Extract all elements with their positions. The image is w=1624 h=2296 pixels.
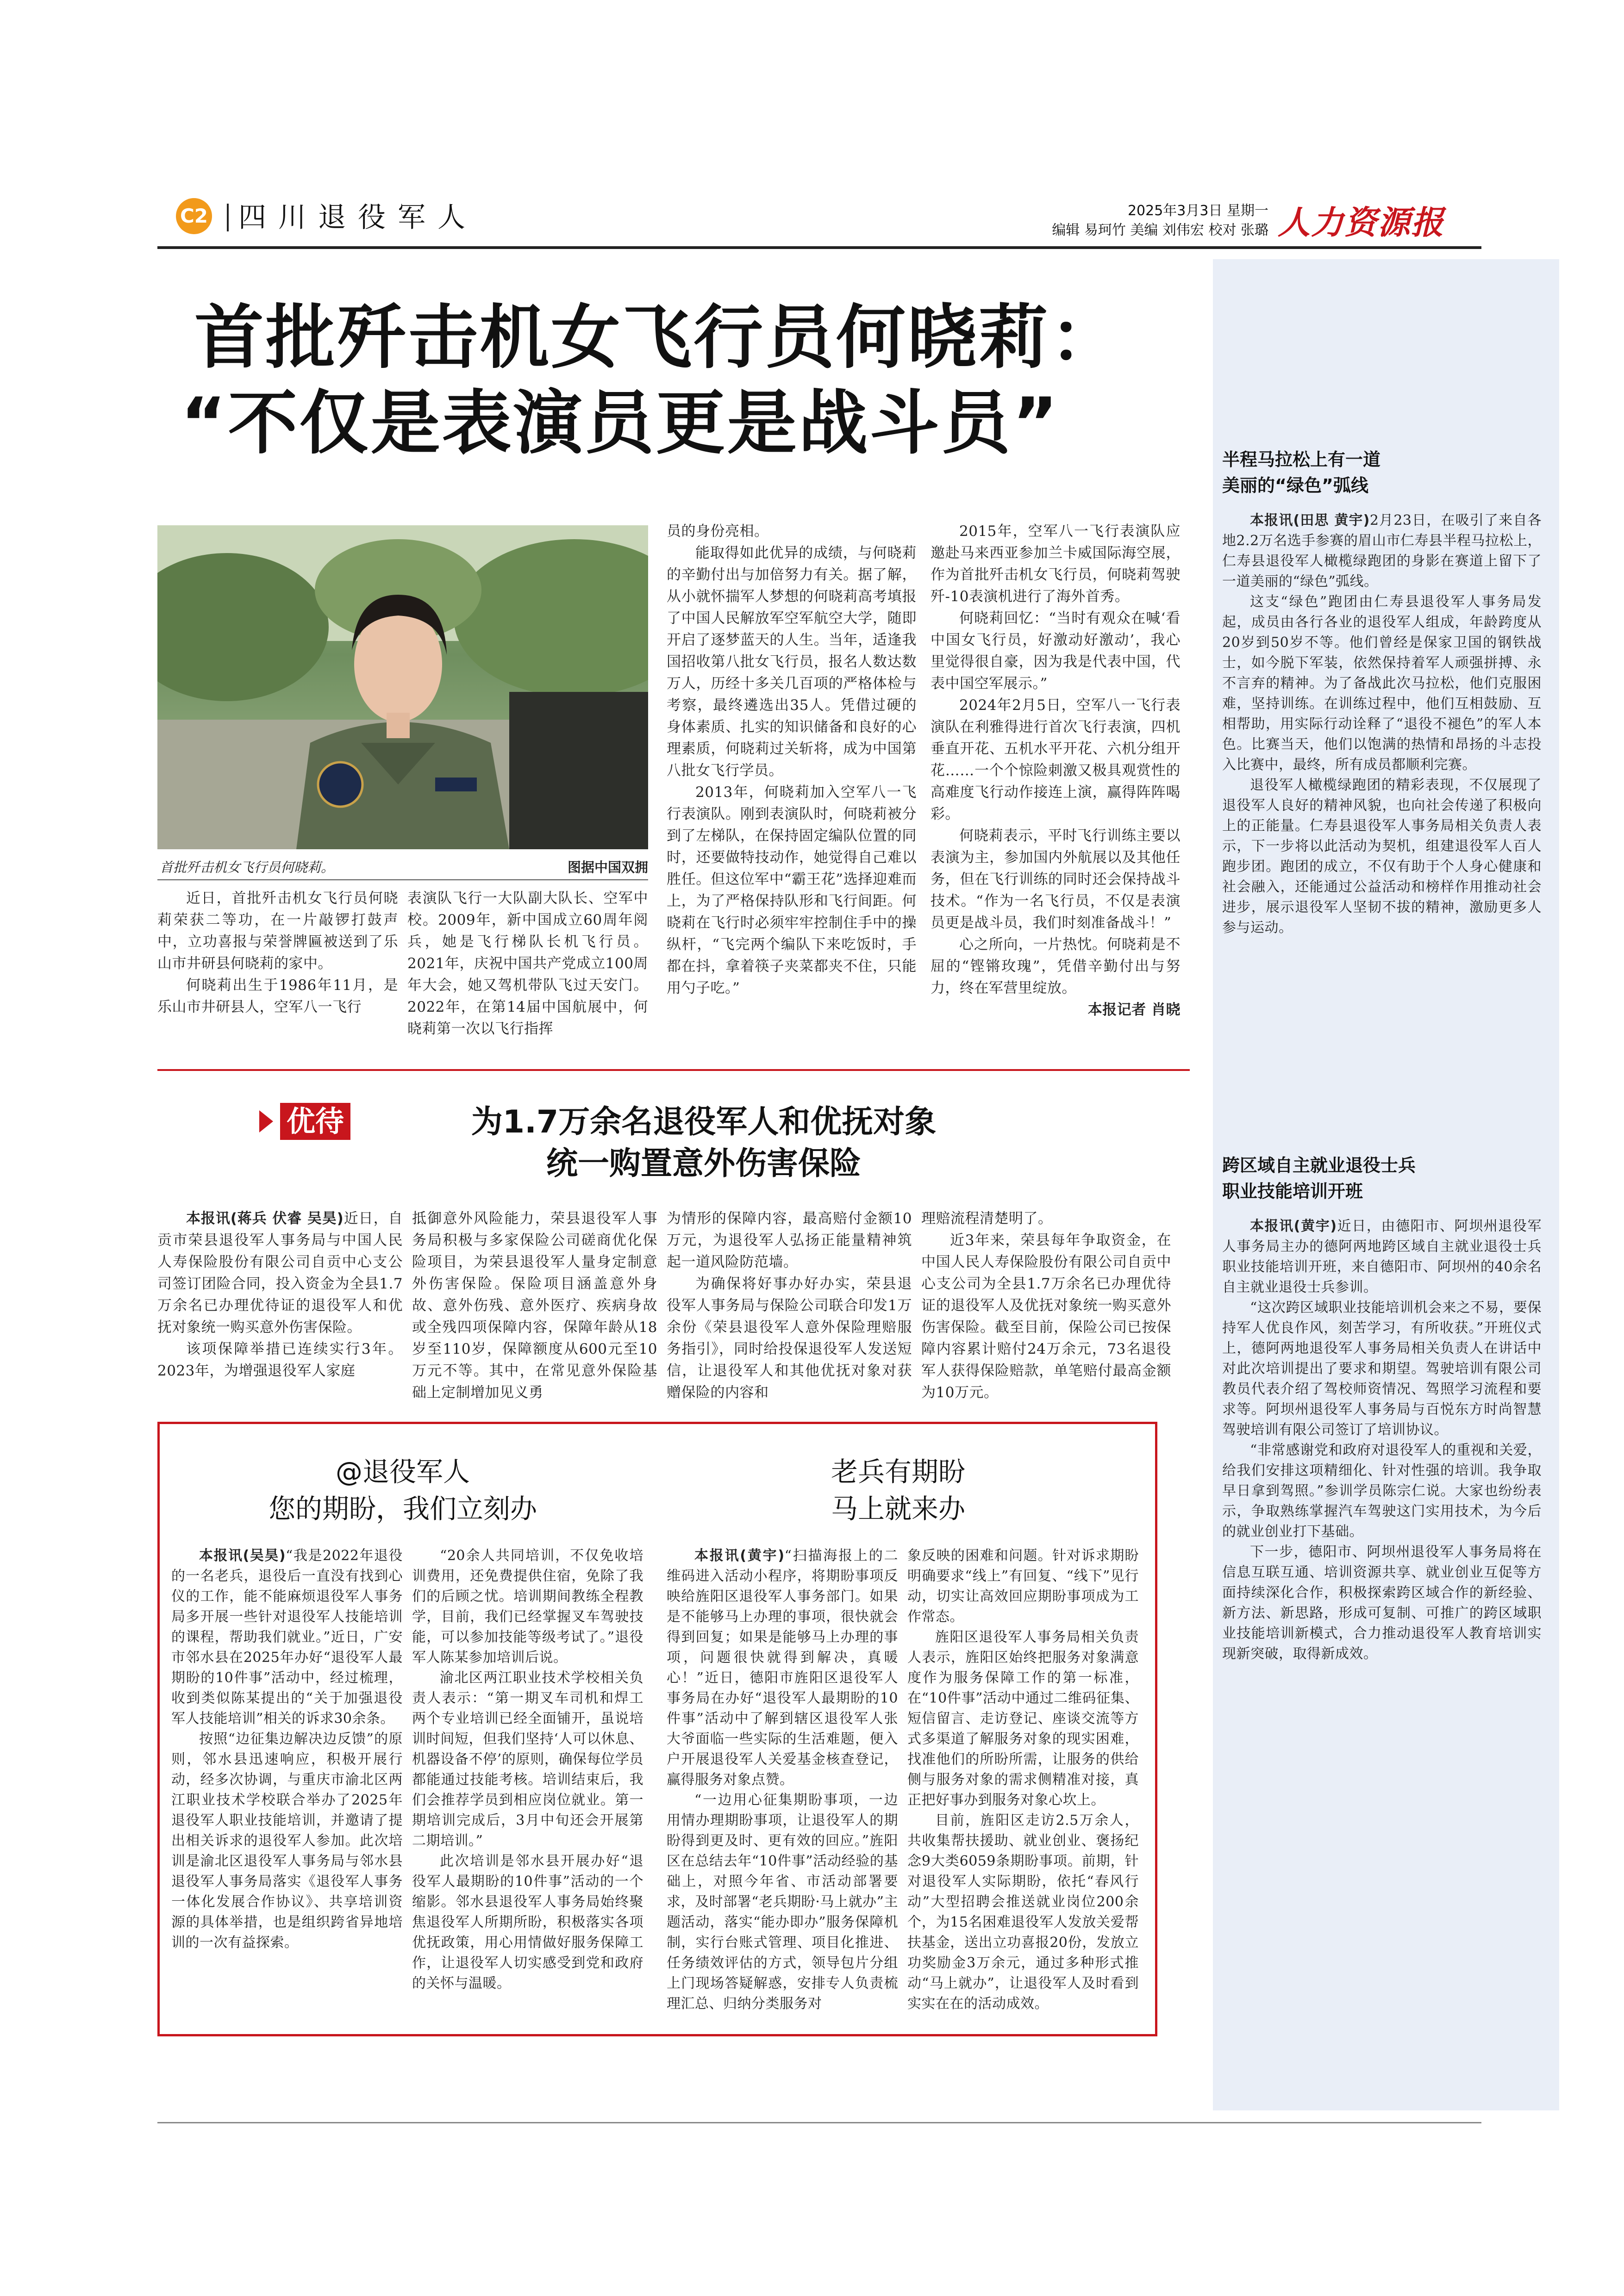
editor-credits: 编辑 易珂竹 美编 刘伟宏 校对 张璐	[1052, 222, 1268, 238]
insurance-headline-line2: 统一购置意外伤害保险	[546, 1145, 861, 1182]
header-rule	[157, 246, 1481, 249]
box-left-headline-line2: 您的期盼，我们立刻办	[268, 1493, 537, 1524]
sidebar-a1-title-line1: 半程马拉松上有一道	[1222, 449, 1381, 470]
main-col-2: 表演队飞行一大队副大队长、空军中校。2009年，新中国成立60周年阅兵，她是飞行梯队长机飞行员。2021年，庆祝中国共产党成立100周年大会，她又驾机带队飞过天安门。2022年，在第14届中国航展中，何晓莉第一次以飞行指挥	[407, 890, 648, 1037]
box-left-col-2: “20余人共同培训，不仅免收培训费用，还免费提供住宿，免除了我们的后顾之忧。培训期间教练全程教学，目前，我们已经掌握叉车驾驶技能，可以参加技能等级考试了。”退役军人陈某参加培训后说。 渝北区两江职业技术学校相关负责人表示：“第一期叉车司机和焊工两个专业培训已经全面铺开，虽说培训时间短，但我们坚持‘人可以休息、机器设备不停’的原则，确保每位学员都能通过技能考核。培训结束后，我们会推荐学员到相应岗位就业。第一期培训完成后，3月中旬还会开展第二期培训。” 此次培训是邻水县开展办好“退役军人最期盼的10件事”活动的一个缩影。邻水县退役军人事务局始终聚焦退役军人所期所盼，积极落实各项优抚政策，用心用情做好服务保障工作，让退役军人切实感受到党和政府的关怀与温暖。	[412, 1548, 643, 1991]
main-headline	[181, 296, 1190, 467]
ins-col-4: 理赔流程清楚明了。 近3年来，荣县每年争取资金，在中国人民人寿保险股份有限公司自贡中心支公司为全县1.7万余名已办理优待证的退役军人及优抚对象统一购买意外伤害保险。截至目前，保险公司已按保障内容累计赔付24万余元，73名退役军人获得保险赔款，单笔赔付最高金额为10万元。	[921, 1210, 1171, 1401]
page-header	[157, 190, 1477, 245]
box-left-lead: 本报讯(吴昊)	[199, 1548, 286, 1564]
ins-col-2: 抵御意外风险能力，荣县退役军人事务局积极与多家保险公司磋商优化保险项目，为荣县退役军人量身定制意外伤害保险。保险项目涵盖意外身故、意外伤残、意外医疗、疾病身故或全残四项保障内容，保障年龄从18岁至110岁，保障额度从600元至10万元不等。其中，在常见意外保险基础上定制增加见义勇	[412, 1210, 657, 1401]
section-divider-icon	[227, 204, 229, 231]
main-col-1: 近日，首批歼击机女飞行员何晓莉荣获二等功，在一片敲锣打鼓声中，立功喜报与荣誉牌匾被送到了乐山市井研县何晓莉的家中。 何晓莉出生于1986年11月，是乐山市井研县人，空军八一飞行	[157, 890, 398, 1015]
insurance-headline	[380, 1101, 1028, 1185]
sidebar-a2-body: 本报讯(黄宇)近日，由德阳市、阿坝州退役军人事务局主办的德阿两地跨区域自主就业退役士兵职业技能培训开班，来自德阳市、阿坝州的40余名自主就业退役士兵参训。 “这次跨区域职业技能培训机会来之不易，要保持军人优良作风，刻苦学习，有所收获。”开班仪式上，德阿两地退役军人事务局相关负责人在讲话中对此次培训提出了要求和期望。驾驶培训有限公司教员代表介绍了驾校师资情况、驾照学习流程和要求等。阿坝州退役军人事务局与百悦东方时尚智慧驾驶培训有限公司签订了培训协议。 “非常感谢党和政府对退役军人的重视和关爱，给我们安排这项精细化、针对性强的培训。我争取早日拿到驾照。”参训学员陈宗仁说。大家也纷纷表示，争取熟练掌握汽车驾驶这门实用技术，为今后的就业创业打下基础。 下一步，德阳市、阿坝州退役军人事务局将在信息互联互通、培训资源共享、就业创业互促等方面持续深化合作，积极探索跨区域合作的新经验、新方法、新思路，形成可复制、可推广的跨区域职业技能培训新模式，合力推动退役军人教育培训实现新突破，取得新成效。	[1222, 1218, 1542, 1662]
main-byline: 本报记者 肖晓	[1087, 1002, 1181, 1018]
play-triangle-icon	[259, 1110, 273, 1132]
sidebar-a2-title-line2: 职业技能培训开班	[1222, 1181, 1363, 1201]
box-right-lead: 本报讯(黄宇)	[694, 1548, 785, 1564]
box-left-col-1: 本报讯(吴昊)“我是2022年退役的一名老兵，退役后一直没有找到心仪的工作，能不能麻烦退役军人事务局多开展一些针对退役军人技能培训的课程，帮助我们就业。”近日，广安市邻水县在2025年办好“退役军人最期盼的10件事”活动中，经过梳理，收到类似陈某提出的“关于加强退役军人技能培训”相关的诉求30余条。 按照“边征集边解决边反馈”的原则，邻水县迅速响应，积极开展行动，经多次协调，与重庆市渝北区两江职业技术学校联合举办了2025年退役军人职业技能培训，并邀请了提出相关诉求的退役军人参加。此次培训是渝北区退役军人事务局与邻水县退役军人事务局落实《退役军人事务一体化发展合作协议》、共享培训资源的具体举措，也是组织跨省异地培训的一次有益探索。	[171, 1548, 403, 1951]
main-headline-line2: “不仅是表演员更是战斗员”	[181, 383, 1060, 464]
sidebar-a1-title-line2: 美丽的“绿色”弧线	[1222, 475, 1368, 496]
page-number-badge: C2	[176, 198, 212, 234]
box-right-col-2: 象反映的困难和问题。针对诉求期盼明确要求“线上”有回复、“线下”见行动，切实让高效回应期盼事项成为工作常态。 旌阳区退役军人事务局相关负责人表示，旌阳区始终把服务对象满意度作为服务保障工作的第一标准，在“10件事”活动中通过二维码征集、短信留言、走访登记、座谈交流等方式多渠道了解服务对象的现实困难，找准他们的所盼所需，让服务的供给侧与服务对象的需求侧精准对接，真正把好事办到服务对象心坎上。 目前，旌阳区走访2.5万余人，共收集帮扶援助、就业创业、褒扬纪念9大类6059条期盼事项。前期，针对退役军人实际期盼，依托“春风行动”大型招聘会推送就业岗位200余个，为15名困难退役军人发放关爱帮扶基金，送出立功喜报20份，发放立功奖励金3万余元，通过多种形式推动“马上就办”，让退役军人及时看到实实在在的活动成效。	[907, 1548, 1139, 2012]
caption-rule	[157, 879, 648, 880]
box-right-headline-line1: 老兵有期盼	[831, 1456, 965, 1487]
main-col-4: 2015年，空军八一飞行表演队应邀赴马来西亚参加兰卡威国际海空展，作为首批歼击机女飞行员，何晓莉驾驶歼-10表演机进行了海外首秀。 何晓莉回忆：“当时有观众在喊‘看中国女飞行员，好激动好激动’，我心里觉得很自豪，因为我是代表中国，代表中国空军展示。” 2024年2月5日，空军八一飞行表演队在利雅得进行首次飞行表演，四机垂直开花、五机水平开花、六机分组开花……一个个惊险刺激又极具观赏性的高难度飞行动作接连上演，赢得阵阵喝彩。 何晓莉表示，平时飞行训练主要以表演为主，参加国内外航展以及其他任务，但在飞行训练的同时还会保持战斗技术。“作为一名飞行员，不仅是表演员更是战斗员，我们时刻准备战斗！” 心之所向，一片热忱。何晓莉是不屈的“铿锵玫瑰”，凭借辛勤付出与努力，终在军营里绽放。 本报记者 肖晓	[931, 521, 1181, 1021]
sidebar-a2-lead: 本报讯(黄宇)	[1250, 1218, 1337, 1234]
ins-col-1: 本报讯(蒋兵 伏睿 吴昊)近日，自贡市荣县退役军人事务局与中国人民人寿保险股份有限公司自贡中心支公司签订团险合同，投入资金为全县1.7万余名已办理优待证的退役军人和优抚对象统一购买意外伤害保险。 该项保障举措已连续实行3年。2023年，为增强退役军人家庭	[157, 1210, 403, 1379]
ins-col-3: 为情形的保障内容，最高赔付金额10万元，为退役军人弘扬正能量精神筑起一道风险防范墙。 为确保将好事办好办实，荣县退役军人事务局与保险公司联合印发1万余份《荣县退役军人意外保险理赔服务指引》，同时给投保退役军人发送短信，让退役军人和其他优抚对象对获赠保险的内容和	[667, 1210, 912, 1401]
paper-logo: 人力资源报	[1278, 203, 1444, 242]
photo-credit: 图据中国双拥	[567, 859, 648, 875]
sidebar-a1-lead: 本报讯(田思 黄宇)	[1250, 512, 1370, 529]
box-right-headline	[662, 1453, 1134, 1527]
ins-lead: 本报讯(蒋兵 伏睿 吴昊)	[186, 1210, 344, 1227]
box-left-headline-line1: @退役军人	[335, 1456, 470, 1487]
sidebar-a2-title-line1: 跨区域自主就业退役士兵	[1222, 1155, 1416, 1176]
box-left-headline	[171, 1453, 634, 1527]
pilot-photo	[157, 525, 648, 849]
section-title: 四川退役军人	[238, 201, 477, 234]
sidebar-a1-body: 本报讯(田思 黄宇)2月23日，在吸引了来自各地2.2万名选手参赛的眉山市仁寿县半程马拉松上，仁寿县退役军人橄榄绿跑团的身影在赛道上留下了一道美丽的“绿色”弧线。 这支“绿色”跑团由仁寿县退役军人事务局发起，成员由各行各业的退役军人组成，年龄跨度从20岁到50岁不等。他们曾经是保家卫国的钢铁战士，如今脱下军装，依然保持着军人顽强拼搏、永不言弃的精神。为了备战此次马拉松，他们克服困难，坚持训练。在训练过程中，他们互相鼓励、互相帮助，用实际行动诠释了“退役不褪色”的军人本色。比赛当天，他们以饱满的热情和昂扬的斗志投入比赛中，最终，所有成员都顺利完赛。 退役军人橄榄绿跑团的精彩表现，不仅展现了退役军人良好的精神风貌，也向社会传递了积极向上的正能量。仁寿县退役军人事务局相关负责人表示，下一步将以此活动为契机，组建退役军人百人跑步团。跑团的成立，不仅有助于个人身心健康和社会融入，还能通过公益活动和榜样作用推动社会进步，展示退役军人坚韧不拔的精神，激励更多人参与运动。	[1222, 512, 1542, 936]
box-right-col-1: 本报讯(黄宇)“扫描海报上的二维码进入活动小程序，将期盼事项反映给旌阳区退役军人事务部门。如果是不能够马上办理的事项，很快就会得到回复；如果是能够马上办理的事项，问题很快就得到解决，真暖心！”近日，德阳市旌阳区退役军人事务局在办好“退役军人最期盼的10件事”活动中了解到辖区退役军人张大爷面临一些实际的生活难题，便入户开展退役军人关爱基金核查登记，赢得服务对象点赞。 “一边用心征集期盼事项，一边用情办理期盼事项，让退役军人的期盼得到更及时、更有效的回应。”旌阳区在总结去年“10件事”活动经验的基础上，对照今年省、市活动部署要求，及时部署“老兵期盼·马上就办”主题活动，落实“能办即办”服务保障机制，实行台账式管理、项目化推进、任务绩效评估的方式，领导包片分组上门现场答疑解惑，安排专人负责梳理汇总、归纳分类服务对	[667, 1548, 899, 2012]
sidebar-article-1	[1222, 447, 1546, 938]
pilot-figure-icon	[157, 525, 648, 849]
section-rule-1	[157, 1069, 1190, 1071]
sidebar-article-2	[1222, 1152, 1546, 1664]
main-col-3: 员的身份亮相。 能取得如此优异的成绩，与何晓莉的辛勤付出与加倍努力有关。据了解，从小就怀揣军人梦想的何晓莉高考填报了中国人民解放军空军航空大学，随即开启了逐梦蓝天的人生。当年，适逢我国招收第八批女飞行员，报名人数达数万人，历经十多关几百项的严格体检与考察，最终遴选出35人。凭借过硬的身体素质、扎实的知识储备和良好的心理素质，何晓莉过关斩将，成为中国第八批女飞行学员。 2013年，何晓莉加入空军八一飞行表演队。刚到表演队时，何晓莉被分到了左梯队，在保持固定编队位置的同时，还要做特技动作，她觉得自己难以胜任。但这位军中“霸王花”选择迎难而上，为了严格保持队形和飞行间距。何晓莉在飞行时必须牢牢控制住手中的操纵杆，“飞完两个编队下来吃饭时，手都在抖，拿着筷子夹菜都夹不住，只能用勺子吃。”	[667, 523, 917, 996]
footer-rule	[157, 2122, 1481, 2123]
issue-date: 2025年3月3日 星期一	[1127, 203, 1268, 219]
main-headline-line1: 首批歼击机女飞行员何晓莉：	[194, 298, 1122, 378]
photo-caption: 首批歼击机女飞行员何晓莉。	[160, 859, 335, 875]
tag-label: 优待	[280, 1103, 350, 1140]
insurance-headline-line1: 为1.7万余名退役军人和优抚对象	[471, 1104, 937, 1140]
box-right-headline-line2: 马上就来办	[831, 1493, 965, 1524]
